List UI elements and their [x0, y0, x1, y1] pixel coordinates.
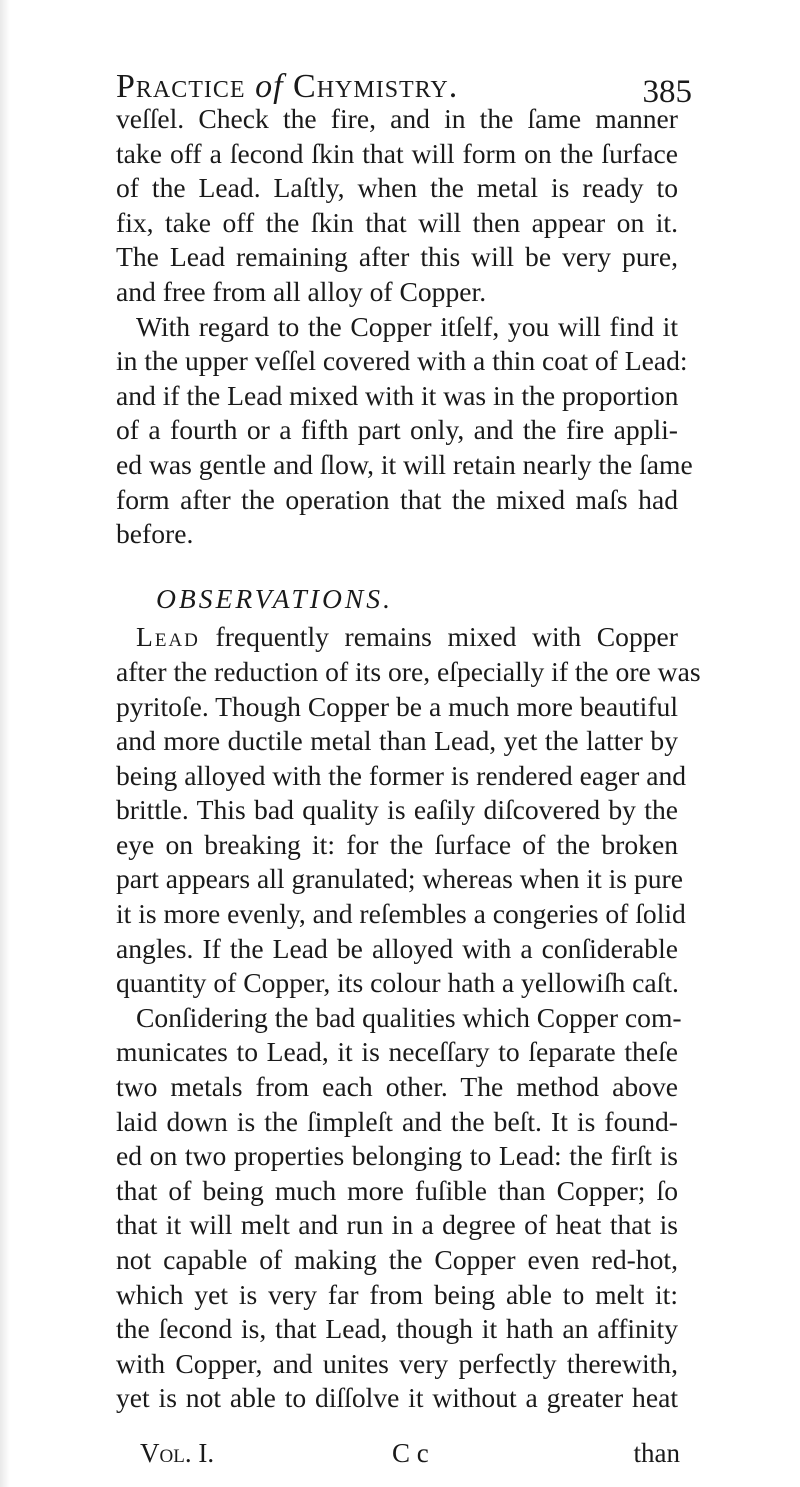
text-line: it is more evenly, and reſembles a congeries of ſolid — [116, 898, 686, 930]
volume-label: Vol. I. — [140, 1438, 215, 1468]
text-line: form after the operation that the mixed maſs had — [116, 483, 678, 515]
section-heading: OBSERVATIONS. — [156, 582, 393, 614]
text-line: with Copper, and unites very perfectly therewith, — [116, 1347, 678, 1379]
text-line: before. — [116, 518, 194, 550]
text-line: quantity of Copper, its colour hath a yellowiſh caſt. — [116, 967, 679, 999]
text-line: fix, take off the ſkin that will then appear on it. — [116, 206, 678, 238]
text-line: and more ductile metal than Lead, yet the latter by — [116, 725, 678, 757]
lead-word: Lead — [136, 621, 200, 653]
text-line: municates to Lead, it is neceſſary to ſeparate theſe — [116, 1036, 678, 1068]
text-line: of the Lead. Laſtly, when the metal is ready to — [116, 172, 678, 204]
text-line: that of being much more fuſible than Copper; ſo — [116, 1174, 678, 1206]
text-line: brittle. This bad quality is eaſily diſcovered by the — [116, 794, 678, 826]
text-line: yet is not able to diſſolve it without a greater heat — [116, 1382, 678, 1414]
running-head-main: Practice — [116, 68, 246, 105]
running-head-subject: Chymistry. — [293, 68, 459, 105]
text-line: not capable of making the Copper even red-hot, — [116, 1244, 678, 1275]
text-line: ed was gentle and ſlow, it will retain nearly the ſame — [116, 448, 693, 480]
text-line: and if the Lead mixed with it was in the proportion — [116, 379, 679, 411]
text-line: pyritoſe. Though Copper be a much more beautiful — [116, 690, 678, 722]
page-footer — [130, 1438, 680, 1472]
text-line: the ſecond is, that Lead, though it hath an affinity — [116, 1313, 678, 1345]
text-line: of a fourth or a fifth part only, and the fire appli- — [116, 414, 678, 446]
text-line: part appears all granulated; whereas when it is pure — [116, 863, 683, 895]
text-line-rest: frequently remains mixed with Copper — [215, 621, 678, 653]
paragraph-2 — [116, 310, 693, 552]
paragraph-1 — [116, 102, 678, 310]
text-line: take off a ſecond ſkin that will form on the ſurface — [116, 137, 678, 169]
running-head-of: of — [255, 68, 284, 105]
paragraph-3 — [116, 620, 701, 1001]
text-line: laid down is the ſimpleſt and the beſt. It is found- — [116, 1105, 678, 1137]
text-line: after the reduction of its ore, eſpecially if the ore was — [116, 655, 701, 687]
page-gutter-shadow — [0, 0, 10, 1487]
text-line: in the upper veſſel covered with a thin coat of Lead: — [116, 345, 688, 377]
text-line: ed on two properties belonging to Lead: the firſt is — [116, 1140, 678, 1172]
text-line: eye on breaking it: for the ſurface of the broken — [116, 828, 678, 860]
text-line: angles. If the Lead be alloyed with a conſiderable — [116, 932, 678, 964]
text-line: The Lead remaining after this will be very pure, — [116, 241, 678, 273]
page-number: 385 — [642, 74, 692, 110]
text-line: veſſel. Check the fire, and in the ſame manner — [116, 103, 678, 134]
paragraph-4 — [116, 1001, 682, 1416]
body-text — [116, 102, 701, 1416]
text-line — [116, 620, 678, 655]
text-line: Conſidering the bad qualities which Copper com- — [136, 1001, 682, 1033]
running-head — [116, 68, 458, 106]
text-line: With regard to the Copper itſelf, you will find it — [136, 310, 678, 342]
catchword: than — [633, 1438, 680, 1468]
signature-mark: C c — [392, 1438, 429, 1468]
text-line: and free from all alloy of Copper. — [116, 275, 487, 307]
text-line: which yet is very far from being able to melt it: — [116, 1278, 678, 1310]
text-line: being alloyed with the former is rendered eager and — [116, 759, 687, 791]
text-line: two metals from each other. The method above — [116, 1071, 678, 1103]
text-line: that it will melt and run in a degree of heat that is — [116, 1209, 678, 1241]
